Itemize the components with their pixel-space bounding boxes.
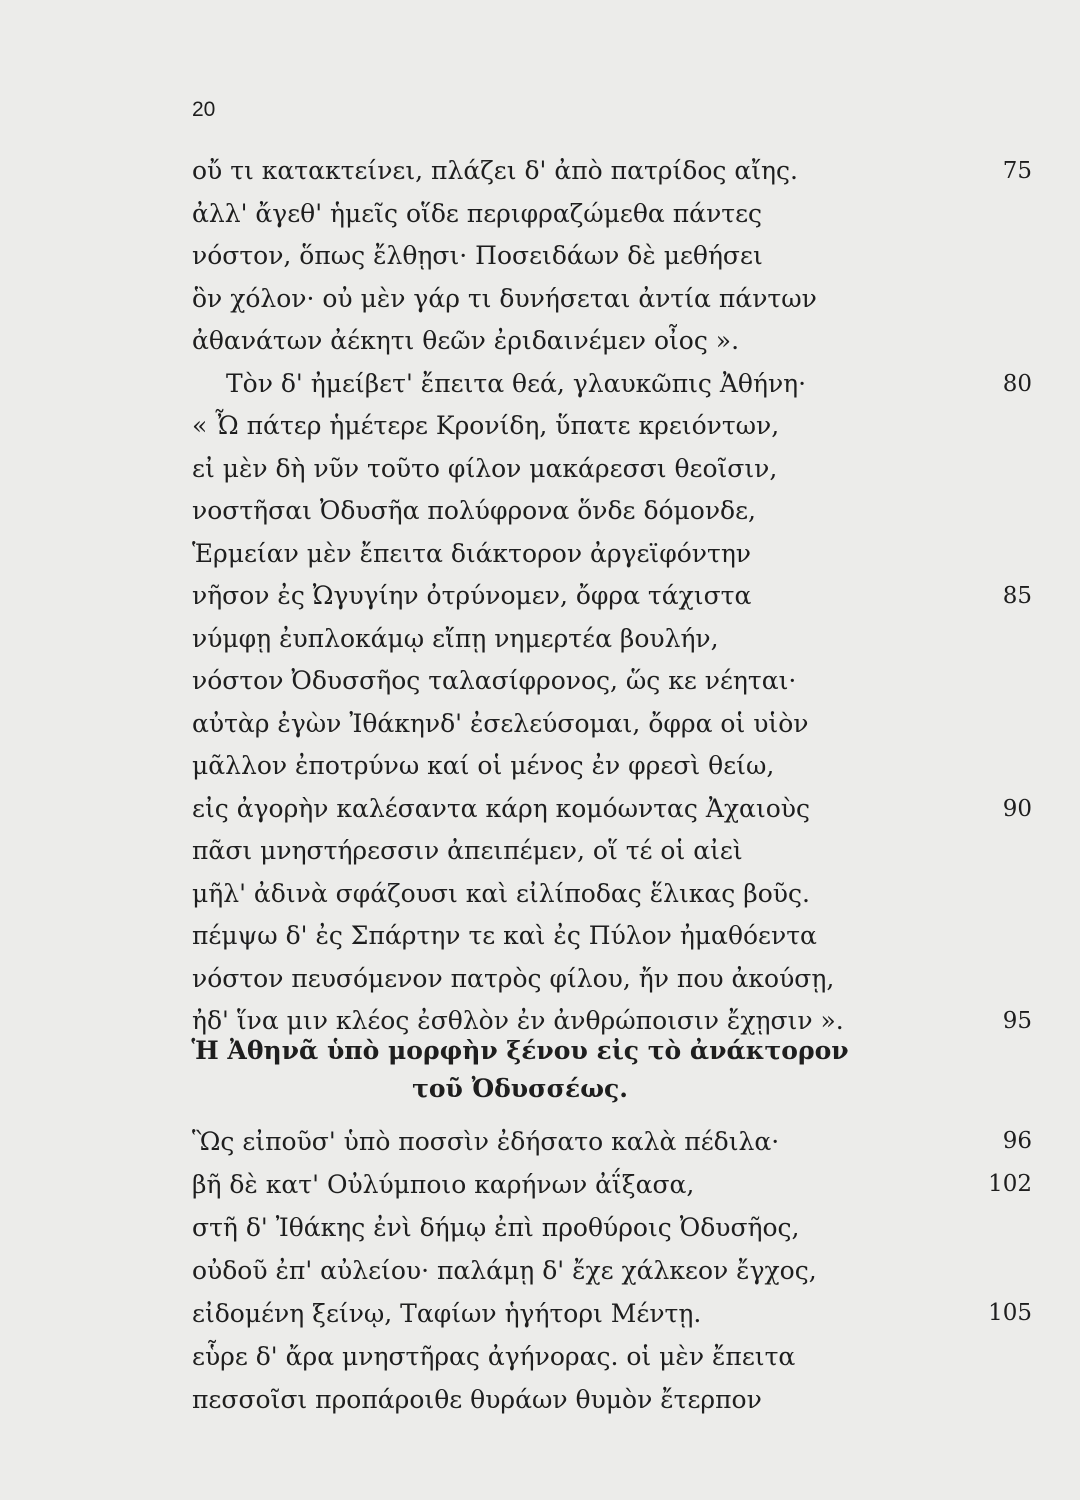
verse-line xyxy=(192,830,1052,873)
verse-text: « Ὦ πάτερ ἡμέτερε Κρονίδη, ὕπατε κρειόντων, xyxy=(192,411,780,440)
verse-block-1 xyxy=(192,150,1052,1043)
verse-line xyxy=(192,1335,1052,1378)
verse-block-2 xyxy=(192,1120,1052,1421)
verse-text: ὃν χόλον· οὐ μὲν γάρ τι δυνήσεται ἀντία πάντων xyxy=(192,283,817,313)
verse-line xyxy=(192,703,1052,746)
verse-text: νοστῆσαι Ὀδυσῆα πολύφρονα ὅνδε δόμονδε, xyxy=(192,496,756,525)
verse-line xyxy=(192,448,1052,491)
verse-line xyxy=(192,660,1052,703)
verse-text: ἀθανάτων ἀέκητι θεῶν ἐριδαινέμεν οἶος ». xyxy=(192,326,740,355)
verse-line xyxy=(192,873,1052,916)
verse-line xyxy=(192,278,1052,321)
verse-text: νόστον πευσόμενον πατρὸς φίλου, ἤν που ἀκούσῃ, xyxy=(192,963,835,993)
verse-line xyxy=(192,745,1052,788)
verse-text: νόστον Ὀδυσσῆος ταλασίφρονος, ὥς κε νέηται· xyxy=(192,666,797,695)
verse-line xyxy=(192,1292,1052,1335)
verse-text: βῆ δὲ κατ' Οὐλύμποιο καρήνων ἀΐξασα, xyxy=(192,1170,695,1199)
verse-text: Ὣς εἰποῦσ' ὑπὸ ποσσὶν ἐδήσατο καλὰ πέδιλα· xyxy=(192,1127,780,1156)
verse-line xyxy=(192,490,1052,533)
section-heading xyxy=(170,1032,870,1108)
line-number: 90 xyxy=(1002,795,1032,822)
verse-text: εἰ μὲν δὴ νῦν τοῦτο φίλον μακάρεσσι θεοῖσιν, xyxy=(192,453,778,483)
verse-text: πεσσοῖσι προπάροιθε θυράων θυμὸν ἔτερπον xyxy=(192,1385,762,1414)
verse-text: νῆσον ἐς Ὠγυγίην ὀτρύνομεν, ὄφρα τάχιστα xyxy=(192,581,752,610)
section-heading-line-2: τοῦ Ὀδυσσέως. xyxy=(412,1074,628,1103)
verse-line xyxy=(192,618,1052,661)
line-number: 85 xyxy=(1002,583,1032,609)
line-number: 102 xyxy=(988,1171,1032,1197)
verse-text: αὐτὰρ ἐγὼν Ἰθάκηνδ' ἐσελεύσομαι, ὄφρα οἱ υἱὸν xyxy=(192,708,809,738)
verse-text: νύμφῃ ἐυπλοκάμῳ εἴπῃ νημερτέα βουλήν, xyxy=(192,623,719,653)
verse-text: οὐδοῦ ἐπ' αὐλείου· παλάμῃ δ' ἔχε χάλκεον ἔγχος, xyxy=(192,1256,817,1285)
verse-line xyxy=(192,533,1052,576)
verse-line xyxy=(192,1249,1052,1292)
verse-line xyxy=(192,788,1052,831)
verse-text: μᾶλλον ἐποτρύνω καί οἱ μένος ἐν φρεσὶ θείω, xyxy=(192,751,775,780)
verse-line xyxy=(192,363,1052,406)
verse-text: πέμψω δ' ἐς Σπάρτην τε καὶ ἐς Πύλον ἠμαθόεντα xyxy=(192,921,817,950)
verse-line xyxy=(192,1120,1052,1163)
verse-text: νόστον, ὅπως ἔλθῃσι· Ποσειδάων δὲ μεθήσει xyxy=(192,241,763,270)
verse-line xyxy=(192,320,1052,363)
line-number: 105 xyxy=(988,1300,1032,1326)
verse-text: οὔ τι κατακτείνει, πλάζει δ' ἀπὸ πατρίδος αἴης. xyxy=(192,156,798,185)
verse-line xyxy=(192,1163,1052,1206)
verse-text: πᾶσι μνηστήρεσσιν ἀπειπέμεν, οἵ τέ οἱ αἰεὶ xyxy=(192,836,743,865)
verse-line xyxy=(192,405,1052,448)
verse-text: Τὸν δ' ἠμείβετ' ἔπειτα θεά, γλαυκῶπις Ἀθήνη· xyxy=(226,368,807,398)
page-number: 20 xyxy=(192,98,216,121)
verse-line xyxy=(192,1378,1052,1421)
verse-text: εἰδομένη ξείνῳ, Ταφίων ἡγήτορι Μέντῃ. xyxy=(192,1299,702,1328)
verse-text: Ἑρμείαν μὲν ἔπειτα διάκτορον ἀργεϊφόντην xyxy=(192,538,751,568)
verse-line xyxy=(192,1206,1052,1249)
verse-text: εὗρε δ' ἄρα μνηστῆρας ἀγήνορας. οἱ μὲν ἔπειτα xyxy=(192,1342,796,1371)
verse-text: ἀλλ' ἄγεθ' ἡμεῖς οἵδε περιφραζώμεθα πάντες xyxy=(192,198,763,228)
line-number: 80 xyxy=(1002,370,1032,397)
verse-line xyxy=(192,193,1052,236)
line-number: 75 xyxy=(1002,158,1032,184)
verse-line xyxy=(192,915,1052,958)
verse-line xyxy=(192,150,1052,193)
verse-line xyxy=(192,575,1052,618)
verse-text: εἰς ἀγορὴν καλέσαντα κάρη κομόωντας Ἀχαιοὺς xyxy=(192,793,810,823)
section-heading-line-1: Ἡ Ἀθηνᾶ ὑπὸ μορφὴν ξένου εἰς τὸ ἀνάκτορον xyxy=(191,1036,849,1065)
line-number: 96 xyxy=(1002,1128,1032,1154)
line-number: 95 xyxy=(1002,1008,1032,1034)
verse-text: ἠδ' ἵνα μιν κλέος ἐσθλὸν ἐν ἀνθρώποισιν ἔχῃσιν ». xyxy=(192,1006,844,1035)
verse-text: μῆλ' ἀδινὰ σφάζουσι καὶ εἰλίποδας ἕλικας βοῦς. xyxy=(192,878,810,908)
verse-text: στῆ δ' Ἰθάκης ἐνὶ δήμῳ ἐπὶ προθύροις Ὀδυσῆος, xyxy=(192,1213,800,1242)
verse-line xyxy=(192,235,1052,278)
verse-line xyxy=(192,958,1052,1001)
